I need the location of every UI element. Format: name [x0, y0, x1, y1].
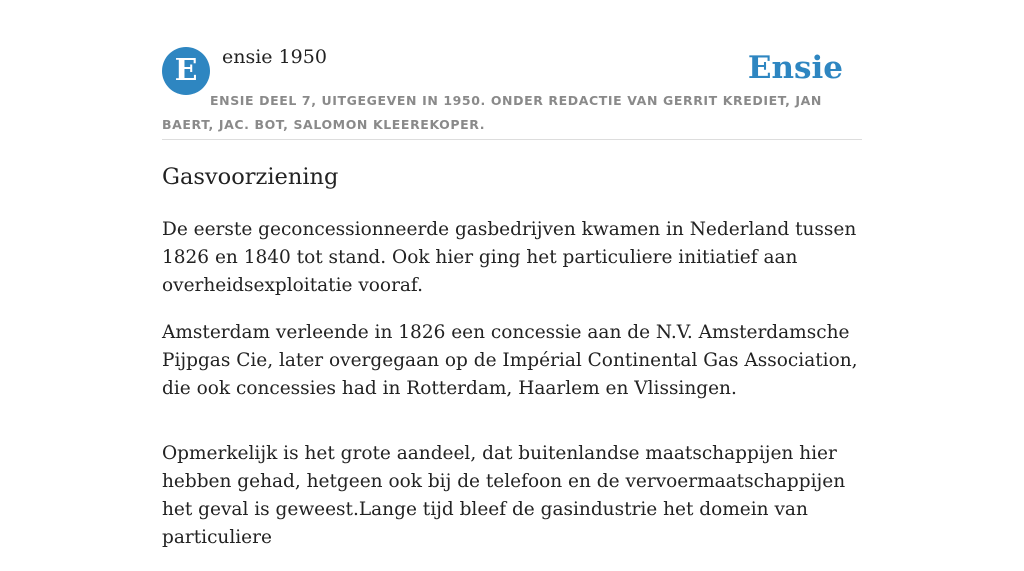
article-body: [162, 216, 862, 571]
logo-icon[interactable]: E: [162, 47, 210, 95]
article-paragraph: De eerste geconcessionneerde gasbedrijven kwamen in Nederland tussen 1826 en 1840 tot stand. Ook hier ging het particuliere initiatief aan overheidsexploitatie vooraf.: [162, 219, 857, 296]
divider: [162, 139, 862, 140]
edition-subtitle: ENSIE DEEL 7, UITGEGEVEN IN 1950. ONDER REDACTIE VAN GERRIT KREDIET, JAN BAERT, JAC. BOT, SALOMON KLEEREKOPER.: [162, 93, 822, 132]
page: [162, 0, 862, 548]
article-paragraph: Opmerkelijk is het grote aandeel, dat buitenlandse maatschappijen hier hebben gehad, hetgeen ook bij de telefoon en de vervoermaatschappijen het geval is geweest.Lange tijd bleef de gasindustrie het domein van particuliere: [162, 443, 846, 548]
article-title: Gasvoorziening: [162, 164, 339, 190]
site-title[interactable]: ensie 1950: [222, 46, 327, 68]
article-paragraph: Amsterdam verleende in 1826 een concessie aan de N.V. Amsterdamsche Pijpgas Cie, later overgegaan op de Impérial Continental Gas Association, die ook concessies had in Rotterdam, Haarlem en Vlissingen.: [162, 322, 858, 399]
brand-logo[interactable]: Ensie: [747, 50, 843, 86]
